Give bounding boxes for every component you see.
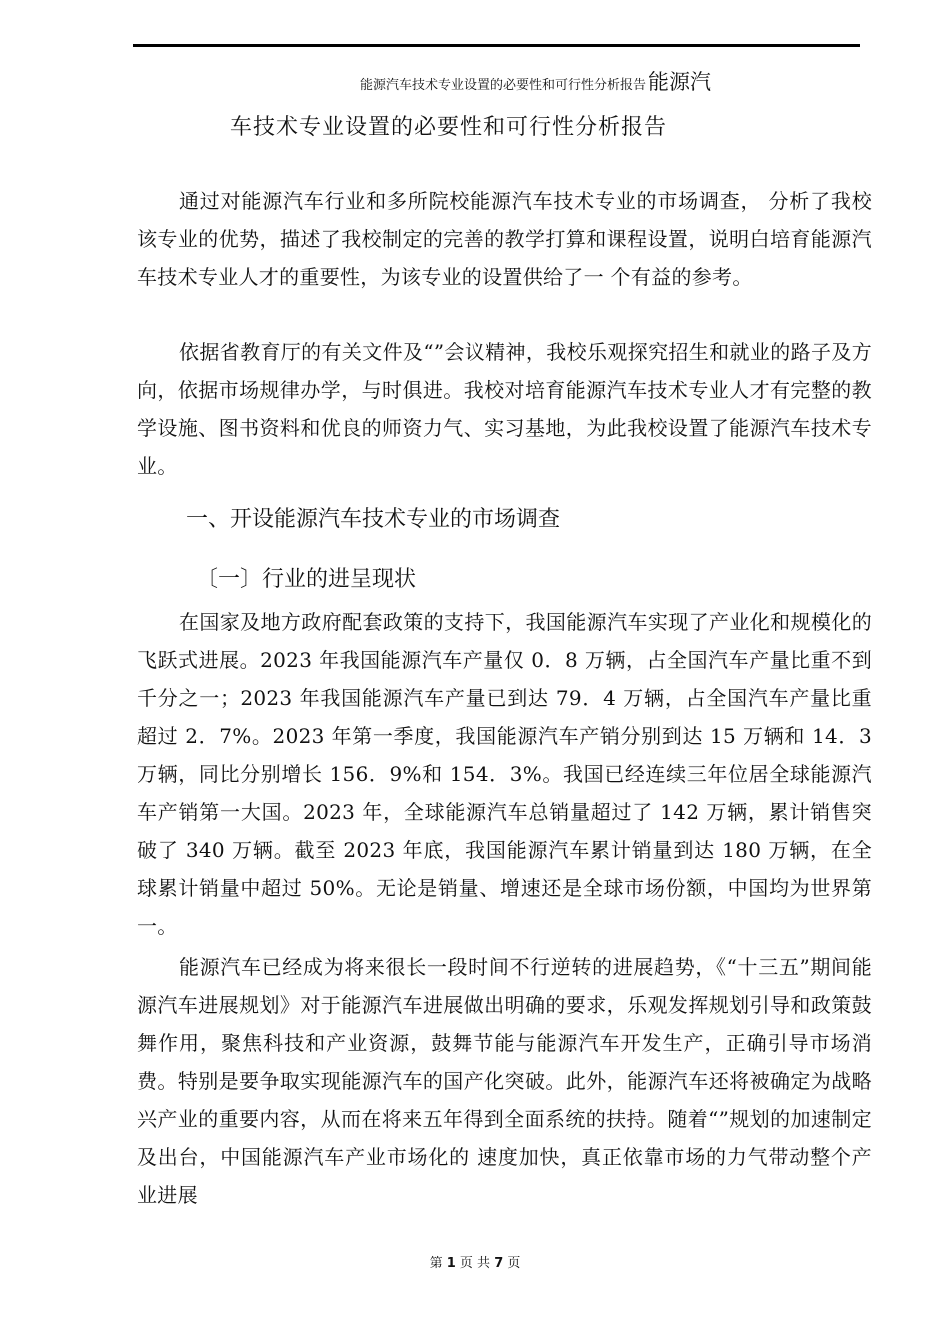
header-rule: [133, 44, 860, 47]
subsection-heading-1: 〔一〕行业的进呈现状: [196, 567, 417, 592]
footer-page-number: 1: [446, 1256, 456, 1271]
footer-middle: 页 共: [459, 1256, 491, 1271]
paragraph-industry-status: 在国家及地方政府配套政策的支持下，我国能源汽车实现了产业化和规模化的飞跃式进展。2023 年我国能源汽车产量仅 0．8 万辆，占全国汽车产量比重不到千分之一；2023 年我国能源汽车产量已到达 79．4 万辆，占全国汽车产量比重超过 2．7%。2023 年第一季度，我国能源汽车产销分别到达 15 万辆和 14．3 万辆，同比分别增长 156．9%和 154．3%。我国已经连续三年位居全球能源汽车产销第一大国。2023 年，全球能源汽车总销量超过了 142 万辆，累计销售突破了 340 万辆。截至 2023 年底，我国能源汽车累计销量到达 180 万辆，在全球累计销量中超过 50%。无论是销量、增速还是全球市场份额，中国均为世界第一。: [137, 610, 872, 938]
footer-suffix: 页: [507, 1256, 521, 1271]
paragraph-intro: 通过对能源汽车行业和多所院校能源汽车技术专业的市场调查， 分析了我校该专业的优势，描述了我校制定的完善的教学打算和课程设置，说明白培育能源汽车技术专业人才的重要性，为该专业的设置供给了一 个有益的参考。: [137, 189, 872, 289]
running-header: [360, 66, 711, 96]
running-header-large: 能源汽: [648, 70, 712, 94]
running-header-small: 能源汽车技术专业设置的必要性和可行性分析报告: [360, 78, 647, 93]
document-title: 车技术专业设置的必要性和可行性分析报告: [230, 115, 668, 140]
section-heading-1: 一、开设能源汽车技术专业的市场调查: [186, 507, 561, 532]
paragraph-trend: 能源汽车已经成为将来很长一段时间不行逆转的进展趋势，《“十三五”期间能源汽车进展规划》对于能源汽车进展做出明确的要求，乐观发挥规划引导和政策鼓舞作用，聚焦科技和产业资源，鼓舞节能与能源汽车开发生产，正确引导市场消费。特别是要争取实现能源汽车的国产化突破。此外，能源汽车还将被确定为战略兴产业的重要内容，从而在将来五年得到全面系统的扶持。随着“”规划的加速制定及出台，中国能源汽车产业市场化的 速度加快，真正依靠市场的力气带动整个产业进展: [137, 955, 872, 1207]
page-footer: [0, 1252, 950, 1271]
paragraph-basis: 依据省教育厅的有关文件及“”会议精神，我校乐观探究招生和就业的路子及方向，依据市场规律办学，与时俱进。我校对培育能源汽车技术专业人才有完整的教学设施、图书资料和优良的师资力气、实习基地，为此我校设置了能源汽车技术专业。: [137, 340, 872, 478]
footer-total-pages: 7: [494, 1256, 504, 1271]
footer-prefix: 第: [429, 1256, 443, 1271]
